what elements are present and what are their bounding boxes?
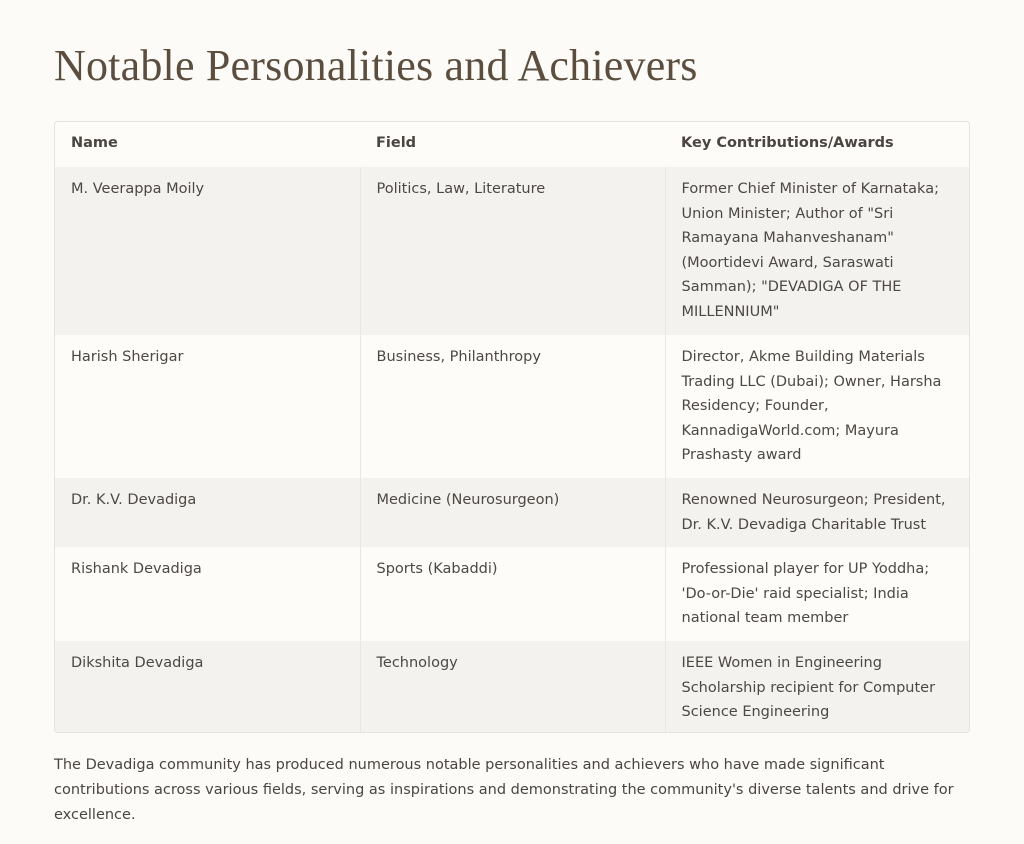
column-header-contributions: Key Contributions/Awards	[665, 122, 969, 167]
cell-contributions: Renowned Neurosurgeon; President, Dr. K.V. Devadiga Charitable Trust	[665, 478, 969, 547]
achievers-table	[54, 121, 970, 733]
page-title: Notable Personalities and Achievers	[54, 41, 698, 90]
table-row	[55, 547, 969, 641]
cell-name: Harish Sherigar	[55, 335, 360, 478]
cell-field: Business, Philanthropy	[360, 335, 665, 478]
cell-name: M. Veerappa Moily	[55, 167, 360, 335]
table-row	[55, 478, 969, 547]
cell-contributions: Former Chief Minister of Karnataka; Union Minister; Author of "Sri Ramayana Mahanveshanam" (Moortidevi Award, Saraswati Samman); "DEVADIGA OF THE MILLENNIUM"	[665, 167, 969, 335]
table-row	[55, 167, 969, 335]
table-header-row	[55, 122, 969, 167]
cell-name: Dikshita Devadiga	[55, 641, 360, 733]
cell-field: Technology	[360, 641, 665, 733]
achievers-table-grid	[55, 122, 969, 733]
column-header-field: Field	[360, 122, 665, 167]
cell-field: Medicine (Neurosurgeon)	[360, 478, 665, 547]
cell-field: Politics, Law, Literature	[360, 167, 665, 335]
cell-name: Dr. K.V. Devadiga	[55, 478, 360, 547]
summary-paragraph: The Devadiga community has produced numerous notable personalities and achievers who have made significant contributions across various fields, serving as inspirations and demonstrating the community's diverse talents and drive for excellence.	[54, 757, 954, 823]
table-row	[55, 641, 969, 733]
column-header-name: Name	[55, 122, 360, 167]
table-row	[55, 335, 969, 478]
cell-contributions: Professional player for UP Yoddha; 'Do-or-Die' raid specialist; India national team member	[665, 547, 969, 641]
cell-field: Sports (Kabaddi)	[360, 547, 665, 641]
cell-contributions: Director, Akme Building Materials Trading LLC (Dubai); Owner, Harsha Residency; Founder, KannadigaWorld.com; Mayura Prashasty award	[665, 335, 969, 478]
cell-name: Rishank Devadiga	[55, 547, 360, 641]
cell-contributions: IEEE Women in Engineering Scholarship recipient for Computer Science Engineering	[665, 641, 969, 733]
